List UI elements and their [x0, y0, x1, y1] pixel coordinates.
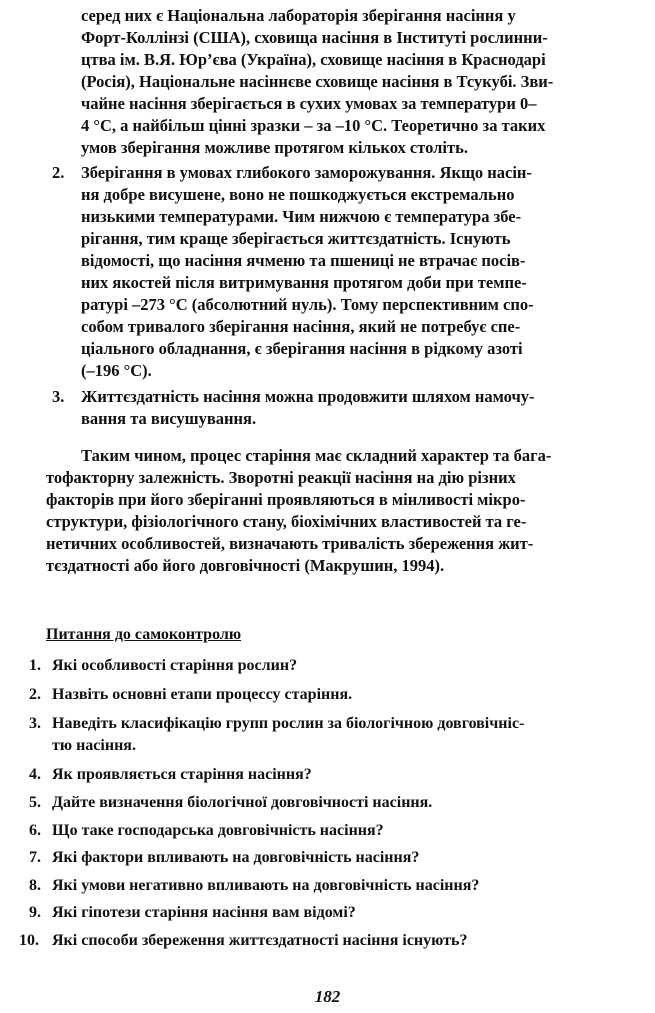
question-number: 5. [29, 794, 41, 811]
list-item-2-number: 2. [52, 163, 65, 182]
question-number: 7. [29, 849, 41, 866]
list-item-2-line: ціального обладнання, є зберігання насіння в рідкому азоті [81, 339, 523, 358]
list-item-2-line: низькими температурами. Чим нижчою є температура збе- [81, 207, 522, 226]
list-item-1-line: умов зберігання можливе протягом кількох століть. [81, 138, 468, 157]
question-text: Наведіть класифікацію групп рослин за біологічною довговічніс- [52, 715, 525, 732]
question-number: 2. [29, 686, 41, 703]
question-number: 9. [29, 904, 41, 921]
paragraph-line: структури, фізіологічного стану, біохімічних властивостей та ге- [46, 512, 527, 531]
list-item-1-line: 4 °С, а найбільш цінні зразки – за –10 °С. Теоретично за таких [81, 116, 546, 135]
list-item-1-line: серед них є Національна лабораторія зберігання насіння у [81, 6, 516, 25]
list-item-1-line: чайне насіння зберігається в сухих умовах за температури 0– [81, 94, 537, 113]
list-item-1-line: (Росія), Національне насіннєве сховище насіння в Тсукубі. Зви- [81, 72, 554, 91]
list-item-2-line: відомості, що насіння ячменю та пшениці не втрачає посів- [81, 251, 526, 270]
list-item-2-line: собом тривалого зберігання насіння, який не потребує спе- [81, 317, 521, 336]
question-number: 6. [29, 822, 41, 839]
paragraph-line: нетичних особливостей, визначають тривалість збереження жит- [46, 534, 534, 553]
question-number: 3. [29, 715, 41, 732]
question-text: тю насіння. [52, 737, 136, 754]
paragraph-line: факторів при його зберіганні проявляються в мінливості мікро- [46, 490, 526, 509]
question-text: Як проявляється старіння насіння? [52, 766, 312, 783]
list-item-2-line: (–196 °С). [81, 361, 152, 380]
question-text: Що таке господарська довговічність насіння? [52, 822, 384, 839]
list-item-1-line: цтва ім. В.Я. Юр’єва (Україна), сховище насіння в Краснодарі [81, 50, 546, 69]
paragraph-line: Таким чином, процес старіння має складний характер та бага- [81, 446, 552, 465]
question-text: Які способи збереження життєздатності насіння існують? [52, 932, 468, 949]
list-item-2-line: ня добре висушене, воно не пошкоджується екстремально [81, 185, 515, 204]
question-text: Які фактори впливають на довговічність насіння? [52, 849, 420, 866]
question-text: Дайте визначення біологічної довговічності насіння. [52, 794, 433, 811]
question-text: Які умови негативно впливають на довговічність насіння? [52, 877, 480, 894]
paragraph-line: тєздатності або його довговічності (Макрушин, 1994). [46, 556, 445, 575]
question-text: Які особливості старіння рослин? [52, 657, 298, 674]
list-item-3-line: вання та висушування. [81, 409, 257, 428]
paragraph-line: тофакторну залежність. Зворотні реакції насіння на дію різних [46, 468, 516, 487]
question-number: 10. [19, 932, 39, 949]
list-item-3-line: Життєздатність насіння можна продовжити шляхом намочу- [81, 387, 535, 406]
question-number: 8. [29, 877, 41, 894]
list-item-2-line: них якостей після витримування протягом доби при темпе- [81, 273, 527, 292]
page-number: 182 [314, 987, 341, 1006]
list-item-3-number: 3. [52, 387, 65, 406]
questions-heading: Питання до самоконтролю [46, 626, 242, 643]
question-number: 1. [29, 657, 41, 674]
list-item-2-line: рігання, тим краще зберігається життєздатність. Існують [81, 229, 511, 248]
question-text: Які гіпотези старіння насіння вам відомі? [52, 904, 356, 921]
list-item-1-line: Форт-Коллінзі (США), сховища насіння в Інституті рослинни- [81, 28, 548, 47]
question-text: Назвіть основні етапи процессу старіння. [52, 686, 353, 703]
list-item-2-line: Зберігання в умовах глибокого заморожування. Якщо насін- [81, 163, 532, 182]
list-item-2-line: ратурі –273 °С (абсолютний нуль). Тому перспективним спо- [81, 295, 534, 314]
question-number: 4. [29, 766, 41, 783]
